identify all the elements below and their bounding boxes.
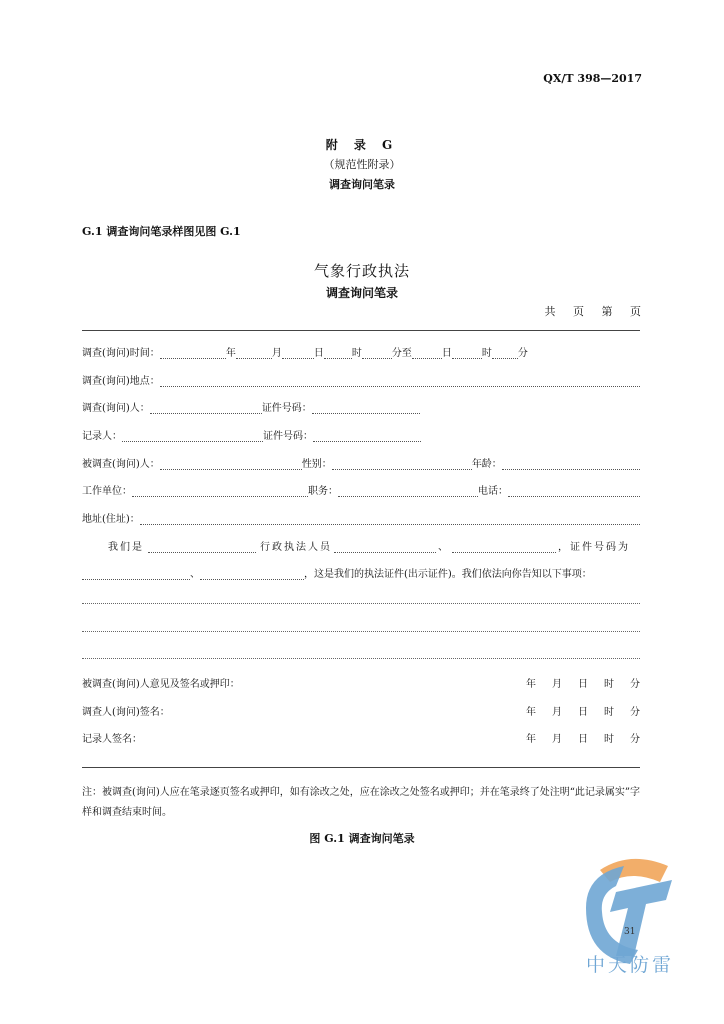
statement-part-3: ，证件号码为 xyxy=(558,542,630,553)
footnote: 注：被调查(询问)人应在笔录逐页签名或押印，如有涂改之处，应在涂改之处签名或押印；并在笔录终了处注明“此记录属实”字样和调查结束时间。 xyxy=(82,787,641,818)
date-day-unit: 日 xyxy=(578,679,588,690)
appendix-type: （规范性附录） xyxy=(323,158,401,171)
interviewee-label: 被调查(询问)人： xyxy=(82,459,160,470)
phone-field[interactable] xyxy=(508,485,640,497)
statement-id2-field[interactable] xyxy=(200,568,304,580)
address-label: 地址(住址)： xyxy=(82,514,140,525)
form-subtitle: 调查询问笔录 xyxy=(325,286,398,300)
minute-blank[interactable] xyxy=(362,347,392,359)
page-counter xyxy=(533,303,643,319)
signature-date xyxy=(526,675,640,690)
time-row xyxy=(82,343,640,359)
date-hour-unit: 时 xyxy=(604,707,614,718)
date-minute-unit: 分 xyxy=(630,734,640,745)
hour-blank[interactable] xyxy=(324,347,352,359)
location-field[interactable] xyxy=(160,375,640,387)
statement-org-field[interactable] xyxy=(148,541,256,553)
date-month-unit: 月 xyxy=(552,679,562,690)
minute-to-unit: 分至 xyxy=(391,348,412,359)
page-counter-current: 第 xyxy=(601,305,614,318)
date-minute-unit: 分 xyxy=(630,707,640,718)
hour-unit: 时 xyxy=(351,348,362,359)
statement-officer1-field[interactable] xyxy=(334,541,436,553)
page-counter-unit2: 页 xyxy=(630,305,642,318)
position-field[interactable] xyxy=(338,485,478,497)
statement-row-1 xyxy=(82,537,640,553)
page-counter-unit: 页 xyxy=(573,305,585,318)
date-year-unit: 年 xyxy=(526,707,536,718)
appendix-title: 附 录 G xyxy=(325,138,399,152)
statement-sep2: 、 xyxy=(190,569,200,580)
recorder-field[interactable] xyxy=(122,430,263,442)
investigator-row xyxy=(82,398,640,414)
date-year-unit: 年 xyxy=(526,679,536,690)
statement-row-2 xyxy=(82,564,640,580)
statement-sep: 、 xyxy=(438,542,450,553)
signature-label: 记录人签名： xyxy=(82,734,142,745)
clause-heading: G.1 调查询问笔录样图见图 G.1 xyxy=(82,225,241,238)
address-row xyxy=(82,509,640,525)
employer-label: 工作单位： xyxy=(82,486,132,497)
year-unit: 年 xyxy=(225,348,236,359)
top-rule xyxy=(82,330,640,331)
date-year-unit: 年 xyxy=(526,734,536,745)
notes-line[interactable] xyxy=(82,631,640,632)
position-label: 职务： xyxy=(308,486,338,497)
watermark-text: 中天防雷 xyxy=(585,954,674,976)
day2-blank[interactable] xyxy=(412,347,442,359)
page-number: 31 xyxy=(624,927,636,937)
statement-part-1: 我们是 xyxy=(108,542,144,553)
date-hour-unit: 时 xyxy=(604,679,614,690)
date-month-unit: 月 xyxy=(552,707,562,718)
recorder-id-field[interactable] xyxy=(313,430,421,442)
gender-field[interactable] xyxy=(332,458,472,470)
gender-label: 性别： xyxy=(301,459,332,470)
statement-part-2: 行政执法人员 xyxy=(260,542,332,553)
recorder-id-label: 证件号码： xyxy=(263,431,313,442)
interviewee-field[interactable] xyxy=(160,458,302,470)
month-unit: 月 xyxy=(271,348,282,359)
location-label: 调查(询问)地点： xyxy=(82,376,160,387)
date-minute-unit: 分 xyxy=(630,679,640,690)
day-blank[interactable] xyxy=(282,347,314,359)
year-blank[interactable] xyxy=(160,347,226,359)
statement-id1-field[interactable] xyxy=(82,568,190,580)
recorder-label: 记录人： xyxy=(82,431,122,442)
date-day-unit: 日 xyxy=(578,734,588,745)
day-unit: 日 xyxy=(313,348,324,359)
investigator-field[interactable] xyxy=(150,402,262,414)
age-label: 年龄： xyxy=(471,459,502,470)
age-field[interactable] xyxy=(502,458,640,470)
location-row xyxy=(82,371,640,387)
interviewee-row xyxy=(82,454,640,470)
signature-label: 被调查(询问)人意见及签名或押印： xyxy=(82,679,240,690)
month-blank[interactable] xyxy=(236,347,272,359)
signature-date xyxy=(526,703,640,718)
employer-row xyxy=(82,481,640,497)
phone-label: 电话： xyxy=(478,486,508,497)
minute2-unit: 分 xyxy=(517,348,528,359)
page-counter-total: 共 xyxy=(544,305,557,318)
recorder-row xyxy=(82,426,640,442)
investigator-id-label: 证件号码： xyxy=(261,403,312,414)
investigator-label: 调查(询问)人： xyxy=(82,403,150,414)
minute2-blank[interactable] xyxy=(492,347,518,359)
statement-officer2-field[interactable] xyxy=(452,541,556,553)
date-day-unit: 日 xyxy=(578,707,588,718)
appendix-name: 调查询问笔录 xyxy=(329,178,395,191)
bottom-rule xyxy=(82,767,640,768)
employer-field[interactable] xyxy=(132,485,308,497)
standard-number: QX/T 398—2017 xyxy=(543,72,642,85)
signature-label: 调查人(询问)签名： xyxy=(82,707,170,718)
notes-line[interactable] xyxy=(82,603,640,604)
hour2-unit: 时 xyxy=(481,348,492,359)
figure-caption: 图 G.1 调查询问笔录 xyxy=(309,832,415,845)
hour2-blank[interactable] xyxy=(452,347,482,359)
investigator-id-field[interactable] xyxy=(312,402,420,414)
address-field[interactable] xyxy=(140,513,640,525)
date-hour-unit: 时 xyxy=(604,734,614,745)
notes-line[interactable] xyxy=(82,658,640,659)
time-label: 调查(询问)时间： xyxy=(82,348,160,359)
date-month-unit: 月 xyxy=(552,734,562,745)
statement-part-4: ，这是我们的执法证件(出示证件)。我们依法向你告知以下事项： xyxy=(304,569,592,580)
form-title: 气象行政执法 xyxy=(313,262,410,280)
signature-date xyxy=(526,730,640,745)
day2-unit: 日 xyxy=(441,348,452,359)
